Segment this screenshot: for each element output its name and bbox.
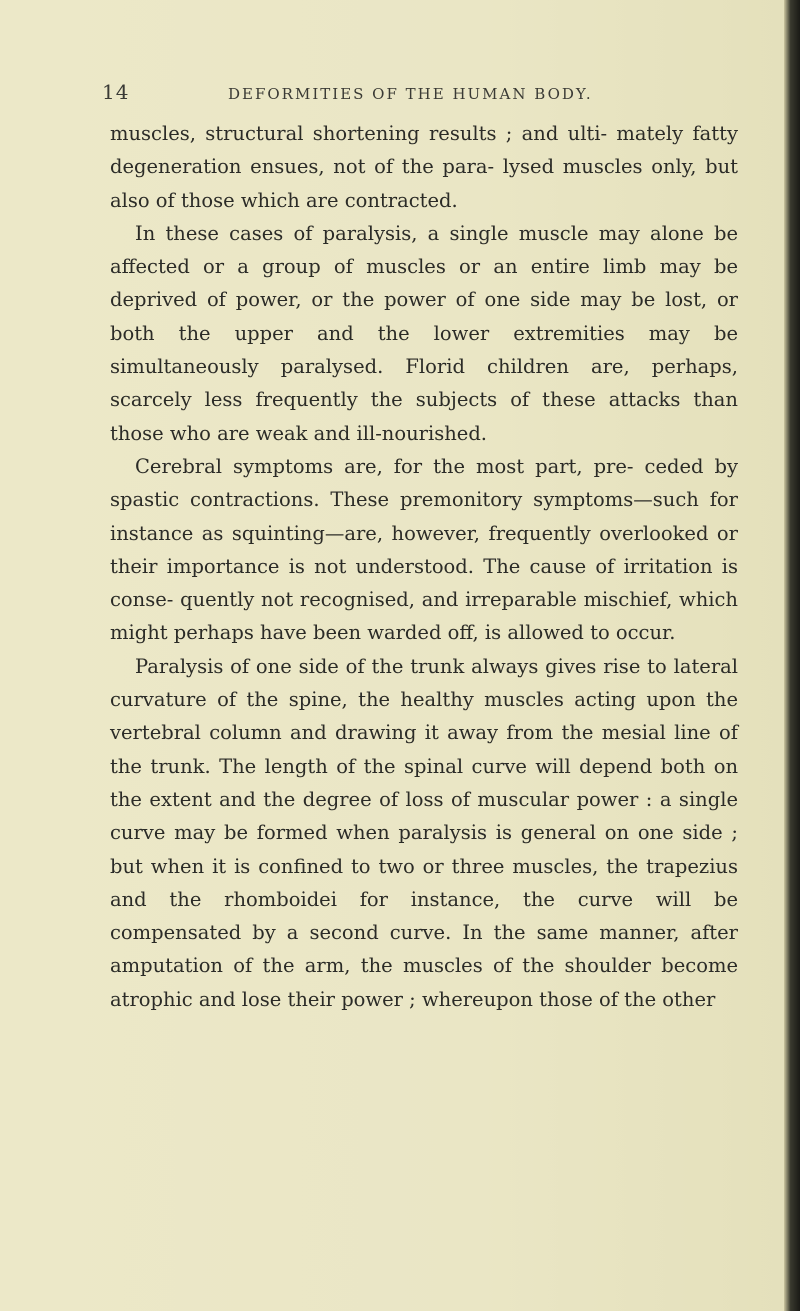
paragraph-lateral-curvature: Paralysis of one side of the trunk always gives rise to lateral curvature of the spine, the healthy muscles acting upon the vertebral column and drawing it away from the mesial line of the trunk. The length of the spinal curve will depend both on the extent and the degree of loss of muscular power : a single curve may be formed when paralysis is general on one side ; but when it is confined to two or three muscles, the trapezius and the rhomboidei for instance, the curve will be compensated by a second curve. In the same manner, after amputation of the arm, the muscles of the shoulder become atrophic and lose their power ; whereupon those of the other — [110, 654, 738, 1011]
paragraph-paralysis-cases: In these cases of paralysis, a single muscle may alone be affected or a group of muscles or an entire limb may be deprived of power, or the power of one side may be lost, or both the upper and the lower extremities may be simultaneously paralysed. Florid children are, perhaps, scarcely less frequently the subjects of these attacks than those who are weak and ill-nourished. — [110, 221, 738, 445]
page-header — [102, 80, 722, 110]
running-title: DEFORMITIES OF THE HUMAN BODY. — [228, 85, 593, 103]
page-number: 14 — [102, 80, 130, 104]
body-text — [110, 117, 738, 1016]
paragraph-continuation: muscles, structural shortening results ; and ulti- mately fatty degeneration ensues, not of the para- lysed muscles only, but also of those which are contracted. — [110, 122, 738, 212]
paragraph-cerebral-symptoms: Cerebral symptoms are, for the most part, pre- ceded by spastic contractions. These premonitory symptoms—such for instance as squinting—are, however, frequently overlooked or their importance is not understood. The cause of irritation is conse- quently not recognised, and irreparable mischief, which might perhaps have been warded off, is allowed to occur. — [110, 454, 738, 645]
page-edge-shadow — [784, 0, 800, 1311]
